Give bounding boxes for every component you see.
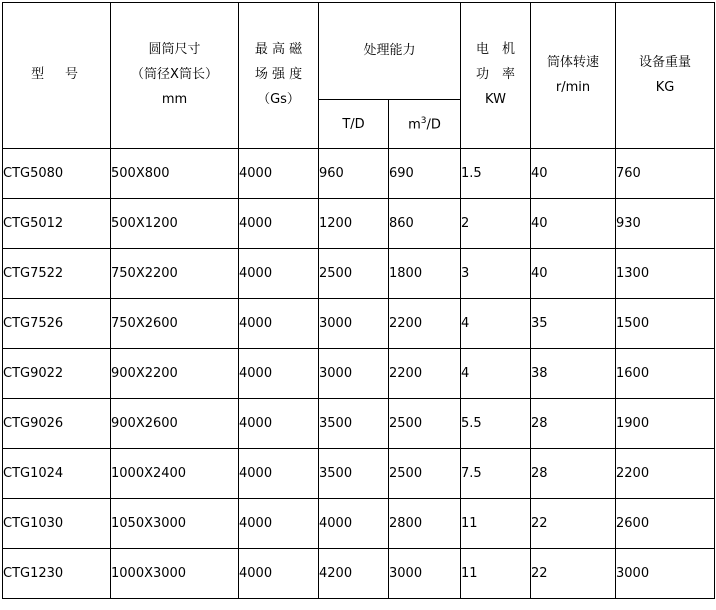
cell-weight: 1500: [616, 299, 715, 349]
header-motor-power: [461, 3, 531, 149]
cell-drum-size: 900X2200: [111, 349, 239, 399]
cell-capacity-td: 3500: [319, 399, 389, 449]
cell-magnetic-intensity: 4000: [239, 399, 319, 449]
cell-capacity-td: 3000: [319, 349, 389, 399]
cell-motor-power: 11: [461, 549, 531, 599]
header-drum-speed-line2: r/min: [555, 79, 591, 95]
header-drum-speed: [531, 3, 616, 149]
header-weight-line2: KG: [655, 79, 675, 95]
header-drum-size-line2: （筒径X筒长）: [131, 67, 218, 83]
cell-capacity-m3d: 690: [389, 149, 461, 199]
cell-motor-power: 4: [461, 299, 531, 349]
cell-drum-speed: 22: [531, 549, 616, 599]
cell-drum-speed: 28: [531, 399, 616, 449]
table-row: [3, 399, 715, 449]
cell-model: CTG7526: [3, 299, 111, 349]
cell-weight: 1600: [616, 349, 715, 399]
cell-model: CTG9022: [3, 349, 111, 399]
cell-motor-power: 7.5: [461, 449, 531, 499]
header-motor-line2: 功 率: [476, 67, 516, 83]
table-row: [3, 549, 715, 599]
header-motor-line3: KW: [485, 91, 506, 107]
header-capacity-m3d-suffix: /D: [426, 117, 441, 133]
cell-magnetic-intensity: 4000: [239, 549, 319, 599]
cell-capacity-m3d: 2500: [389, 449, 461, 499]
cell-capacity-td: 4200: [319, 549, 389, 599]
header-capacity-m3d-prefix: m: [408, 117, 421, 133]
table-body: [3, 149, 715, 599]
header-model: 型 号: [3, 3, 111, 149]
header-magnetic-line1: 最 高 磁: [254, 42, 303, 58]
cell-magnetic-intensity: 4000: [239, 149, 319, 199]
header-magnetic-line3: （Gs）: [257, 91, 300, 107]
cell-capacity-m3d: 2200: [389, 299, 461, 349]
cell-weight: 1300: [616, 249, 715, 299]
cell-capacity-m3d: 2800: [389, 499, 461, 549]
cell-weight: 1900: [616, 399, 715, 449]
cell-drum-speed: 22: [531, 499, 616, 549]
cell-drum-speed: 40: [531, 199, 616, 249]
cell-motor-power: 1.5: [461, 149, 531, 199]
cell-capacity-m3d: 2200: [389, 349, 461, 399]
cell-magnetic-intensity: 4000: [239, 449, 319, 499]
cell-capacity-m3d: 3000: [389, 549, 461, 599]
cell-drum-size: 900X2600: [111, 399, 239, 449]
table-row: [3, 349, 715, 399]
header-capacity: 处理能力: [319, 3, 461, 100]
cell-drum-size: 500X1200: [111, 199, 239, 249]
cell-motor-power: 2: [461, 199, 531, 249]
cell-capacity-m3d: 2500: [389, 399, 461, 449]
header-capacity-m3d: [389, 100, 461, 149]
cell-magnetic-intensity: 4000: [239, 349, 319, 399]
cell-capacity-td: 4000: [319, 499, 389, 549]
cell-model: CTG1030: [3, 499, 111, 549]
cell-motor-power: 3: [461, 249, 531, 299]
cell-drum-size: 1000X2400: [111, 449, 239, 499]
table-row: [3, 249, 715, 299]
header-drum-size-line3: mm: [161, 91, 188, 107]
cell-capacity-td: 3000: [319, 299, 389, 349]
header-drum-speed-line1: 筒体转速: [547, 54, 600, 70]
header-motor-line1: 电 机: [476, 42, 516, 58]
cell-motor-power: 5.5: [461, 399, 531, 449]
cell-drum-speed: 28: [531, 449, 616, 499]
cell-drum-size: 1050X3000: [111, 499, 239, 549]
cell-weight: 930: [616, 199, 715, 249]
cell-magnetic-intensity: 4000: [239, 299, 319, 349]
cell-motor-power: 11: [461, 499, 531, 549]
cell-model: CTG5080: [3, 149, 111, 199]
header-capacity-td: T/D: [319, 100, 389, 149]
cell-weight: 3000: [616, 549, 715, 599]
cell-capacity-td: 960: [319, 149, 389, 199]
cell-model: CTG9026: [3, 399, 111, 449]
cell-model: CTG1024: [3, 449, 111, 499]
header-magnetic-line2: 场 强 度: [254, 67, 303, 83]
cell-weight: 2600: [616, 499, 715, 549]
cell-capacity-td: 1200: [319, 199, 389, 249]
table-row: [3, 149, 715, 199]
header-weight: [616, 3, 715, 149]
cell-drum-speed: 35: [531, 299, 616, 349]
cell-magnetic-intensity: 4000: [239, 249, 319, 299]
cell-weight: 760: [616, 149, 715, 199]
cell-drum-size: 1000X3000: [111, 549, 239, 599]
header-drum-size-line1: 圆筒尺寸: [148, 42, 201, 58]
cell-drum-size: 750X2600: [111, 299, 239, 349]
cell-magnetic-intensity: 4000: [239, 199, 319, 249]
header-magnetic-intensity: [239, 3, 319, 149]
table-row: [3, 199, 715, 249]
cell-model: CTG7522: [3, 249, 111, 299]
cell-drum-size: 500X800: [111, 149, 239, 199]
cell-drum-size: 750X2200: [111, 249, 239, 299]
cell-drum-speed: 38: [531, 349, 616, 399]
cell-drum-speed: 40: [531, 249, 616, 299]
header-weight-line1: 设备重量: [639, 54, 692, 70]
cell-model: CTG1230: [3, 549, 111, 599]
cell-capacity-td: 3500: [319, 449, 389, 499]
table-header-row: [3, 3, 715, 100]
table-row: [3, 299, 715, 349]
cell-capacity-td: 2500: [319, 249, 389, 299]
cell-motor-power: 4: [461, 349, 531, 399]
cell-magnetic-intensity: 4000: [239, 499, 319, 549]
table-row: [3, 499, 715, 549]
table-row: [3, 449, 715, 499]
specification-table: [2, 2, 715, 599]
cell-capacity-m3d: 860: [389, 199, 461, 249]
cell-drum-speed: 40: [531, 149, 616, 199]
cell-model: CTG5012: [3, 199, 111, 249]
header-capacity-m3d-exponent: 3: [420, 115, 427, 126]
cell-capacity-m3d: 1800: [389, 249, 461, 299]
cell-weight: 2200: [616, 449, 715, 499]
header-drum-size: [111, 3, 239, 149]
